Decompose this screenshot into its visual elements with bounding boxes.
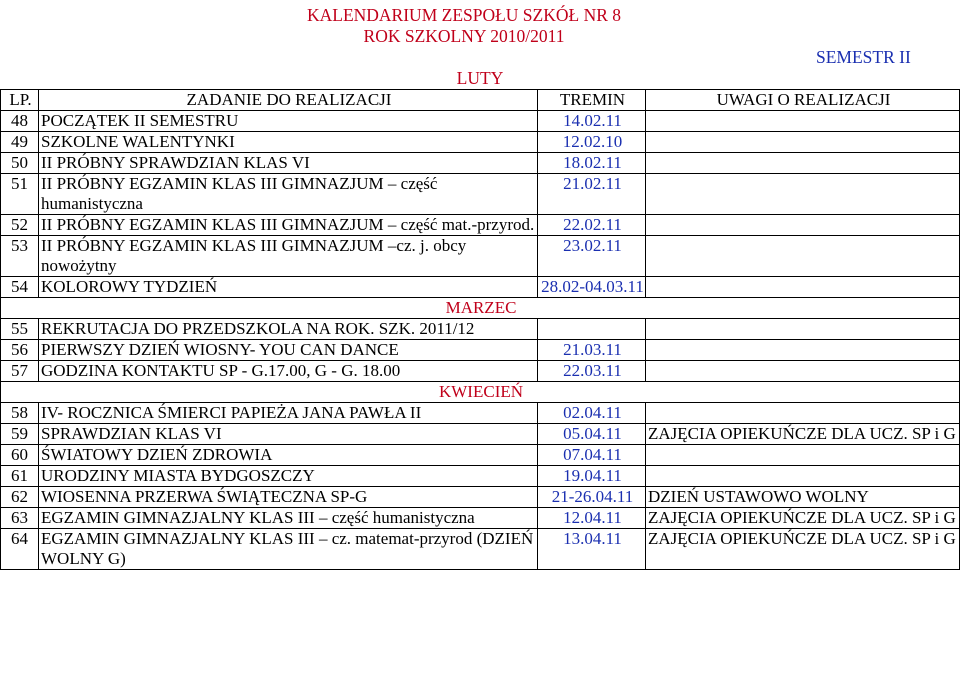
- task-cell: REKRUTACJA DO PRZEDSZKOLA NA ROK. SZK. 2011/12: [39, 319, 538, 340]
- row-number: 49: [1, 132, 39, 153]
- month-row: [1, 382, 960, 403]
- task-cell: SPRAWDZIAN KLAS VI: [39, 424, 538, 445]
- note-cell: [646, 340, 960, 361]
- table-row: [1, 277, 960, 298]
- note-cell: [646, 445, 960, 466]
- table-row: [1, 361, 960, 382]
- table-row: [1, 319, 960, 340]
- calendar-rows: [1, 111, 960, 570]
- month-row: [1, 298, 960, 319]
- row-number: 52: [1, 215, 39, 236]
- task-cell: PIERWSZY DZIEŃ WIOSNY- YOU CAN DANCE: [39, 340, 538, 361]
- task-cell: ŚWIATOWY DZIEŃ ZDROWIA: [39, 445, 538, 466]
- date-cell: 12.02.10: [538, 132, 646, 153]
- task-cell: SZKOLNE WALENTYNKI: [39, 132, 538, 153]
- date-cell: 05.04.11: [538, 424, 646, 445]
- date-cell: 18.02.11: [538, 153, 646, 174]
- month-heading: KWIECIEŃ: [1, 382, 960, 403]
- row-number: 63: [1, 508, 39, 529]
- table-header-row: [1, 90, 960, 111]
- note-cell: [646, 361, 960, 382]
- date-cell: 21.02.11: [538, 174, 646, 215]
- table-row: [1, 174, 960, 215]
- task-cell: KOLOROWY TYDZIEŃ: [39, 277, 538, 298]
- row-number: 55: [1, 319, 39, 340]
- table-row: [1, 529, 960, 570]
- table-row: [1, 236, 960, 277]
- row-number: 61: [1, 466, 39, 487]
- row-number: 50: [1, 153, 39, 174]
- date-cell: [538, 319, 646, 340]
- date-cell: 19.04.11: [538, 466, 646, 487]
- column-header-date: TREMIN: [538, 90, 646, 111]
- row-number: 48: [1, 111, 39, 132]
- date-cell: 22.02.11: [538, 215, 646, 236]
- note-cell: [646, 132, 960, 153]
- note-cell: [646, 153, 960, 174]
- column-header-notes: UWAGI O REALIZACJI: [646, 90, 960, 111]
- table-row: [1, 424, 960, 445]
- school-year: ROK SZKOLNY 2010/2011: [363, 26, 565, 46]
- date-cell: 14.02.11: [538, 111, 646, 132]
- table-row: [1, 487, 960, 508]
- note-cell: [646, 236, 960, 277]
- date-cell: 07.04.11: [538, 445, 646, 466]
- month-heading: MARZEC: [1, 298, 960, 319]
- table-row: [1, 508, 960, 529]
- date-cell: 21.03.11: [538, 340, 646, 361]
- row-number: 56: [1, 340, 39, 361]
- table-row: [1, 215, 960, 236]
- task-cell: URODZINY MIASTA BYDGOSZCZY: [39, 466, 538, 487]
- date-cell: 12.04.11: [538, 508, 646, 529]
- table-row: [1, 466, 960, 487]
- date-cell: 28.02-04.03.11: [538, 277, 646, 298]
- task-cell: II PRÓBNY EGZAMIN KLAS III GIMNAZJUM – część humanistyczna: [39, 174, 538, 215]
- month-heading-luty: LUTY: [456, 68, 504, 88]
- note-cell: ZAJĘCIA OPIEKUŃCZE DLA UCZ. SP i G: [646, 424, 960, 445]
- column-header-lp: LP.: [1, 90, 39, 111]
- table-row: [1, 153, 960, 174]
- task-cell: IV- ROCZNICA ŚMIERCI PAPIEŻA JANA PAWŁA II: [39, 403, 538, 424]
- row-number: 57: [1, 361, 39, 382]
- date-cell: 22.03.11: [538, 361, 646, 382]
- note-cell: ZAJĘCIA OPIEKUŃCZE DLA UCZ. SP i G: [646, 529, 960, 570]
- row-number: 59: [1, 424, 39, 445]
- table-row: [1, 445, 960, 466]
- task-cell: EGZAMIN GIMNAZJALNY KLAS III – część humanistyczna: [39, 508, 538, 529]
- table-row: [1, 132, 960, 153]
- task-cell: II PRÓBNY SPRAWDZIAN KLAS VI: [39, 153, 538, 174]
- note-cell: DZIEŃ USTAWOWO WOLNY: [646, 487, 960, 508]
- note-cell: [646, 403, 960, 424]
- date-cell: 23.02.11: [538, 236, 646, 277]
- task-cell: II PRÓBNY EGZAMIN KLAS III GIMNAZJUM –cz. j. obcy nowożytny: [39, 236, 538, 277]
- table-row: [1, 111, 960, 132]
- note-cell: [646, 319, 960, 340]
- row-number: 53: [1, 236, 39, 277]
- row-number: 58: [1, 403, 39, 424]
- row-number: 62: [1, 487, 39, 508]
- note-cell: [646, 215, 960, 236]
- row-number: 64: [1, 529, 39, 570]
- note-cell: [646, 111, 960, 132]
- note-cell: [646, 466, 960, 487]
- row-number: 60: [1, 445, 39, 466]
- task-cell: WIOSENNA PRZERWA ŚWIĄTECZNA SP-G: [39, 487, 538, 508]
- calendar-table: [0, 89, 960, 570]
- task-cell: POCZĄTEK II SEMESTRU: [39, 111, 538, 132]
- note-cell: [646, 174, 960, 215]
- task-cell: GODZINA KONTAKTU SP - G.17.00, G - G. 18.00: [39, 361, 538, 382]
- document-title: KALENDARIUM ZESPOŁU SZKÓŁ NR 8: [306, 5, 622, 25]
- row-number: 54: [1, 277, 39, 298]
- task-cell: II PRÓBNY EGZAMIN KLAS III GIMNAZJUM – część mat.-przyrod.: [39, 215, 538, 236]
- semester-label: SEMESTR II: [816, 47, 911, 67]
- table-row: [1, 340, 960, 361]
- note-cell: [646, 277, 960, 298]
- task-cell: EGZAMIN GIMNAZJALNY KLAS III – cz. matemat-przyrod (DZIEŃ WOLNY G): [39, 529, 538, 570]
- column-header-task: ZADANIE DO REALIZACJI: [39, 90, 538, 111]
- date-cell: 21-26.04.11: [538, 487, 646, 508]
- note-cell: ZAJĘCIA OPIEKUŃCZE DLA UCZ. SP i G: [646, 508, 960, 529]
- table-row: [1, 403, 960, 424]
- date-cell: 02.04.11: [538, 403, 646, 424]
- row-number: 51: [1, 174, 39, 215]
- date-cell: 13.04.11: [538, 529, 646, 570]
